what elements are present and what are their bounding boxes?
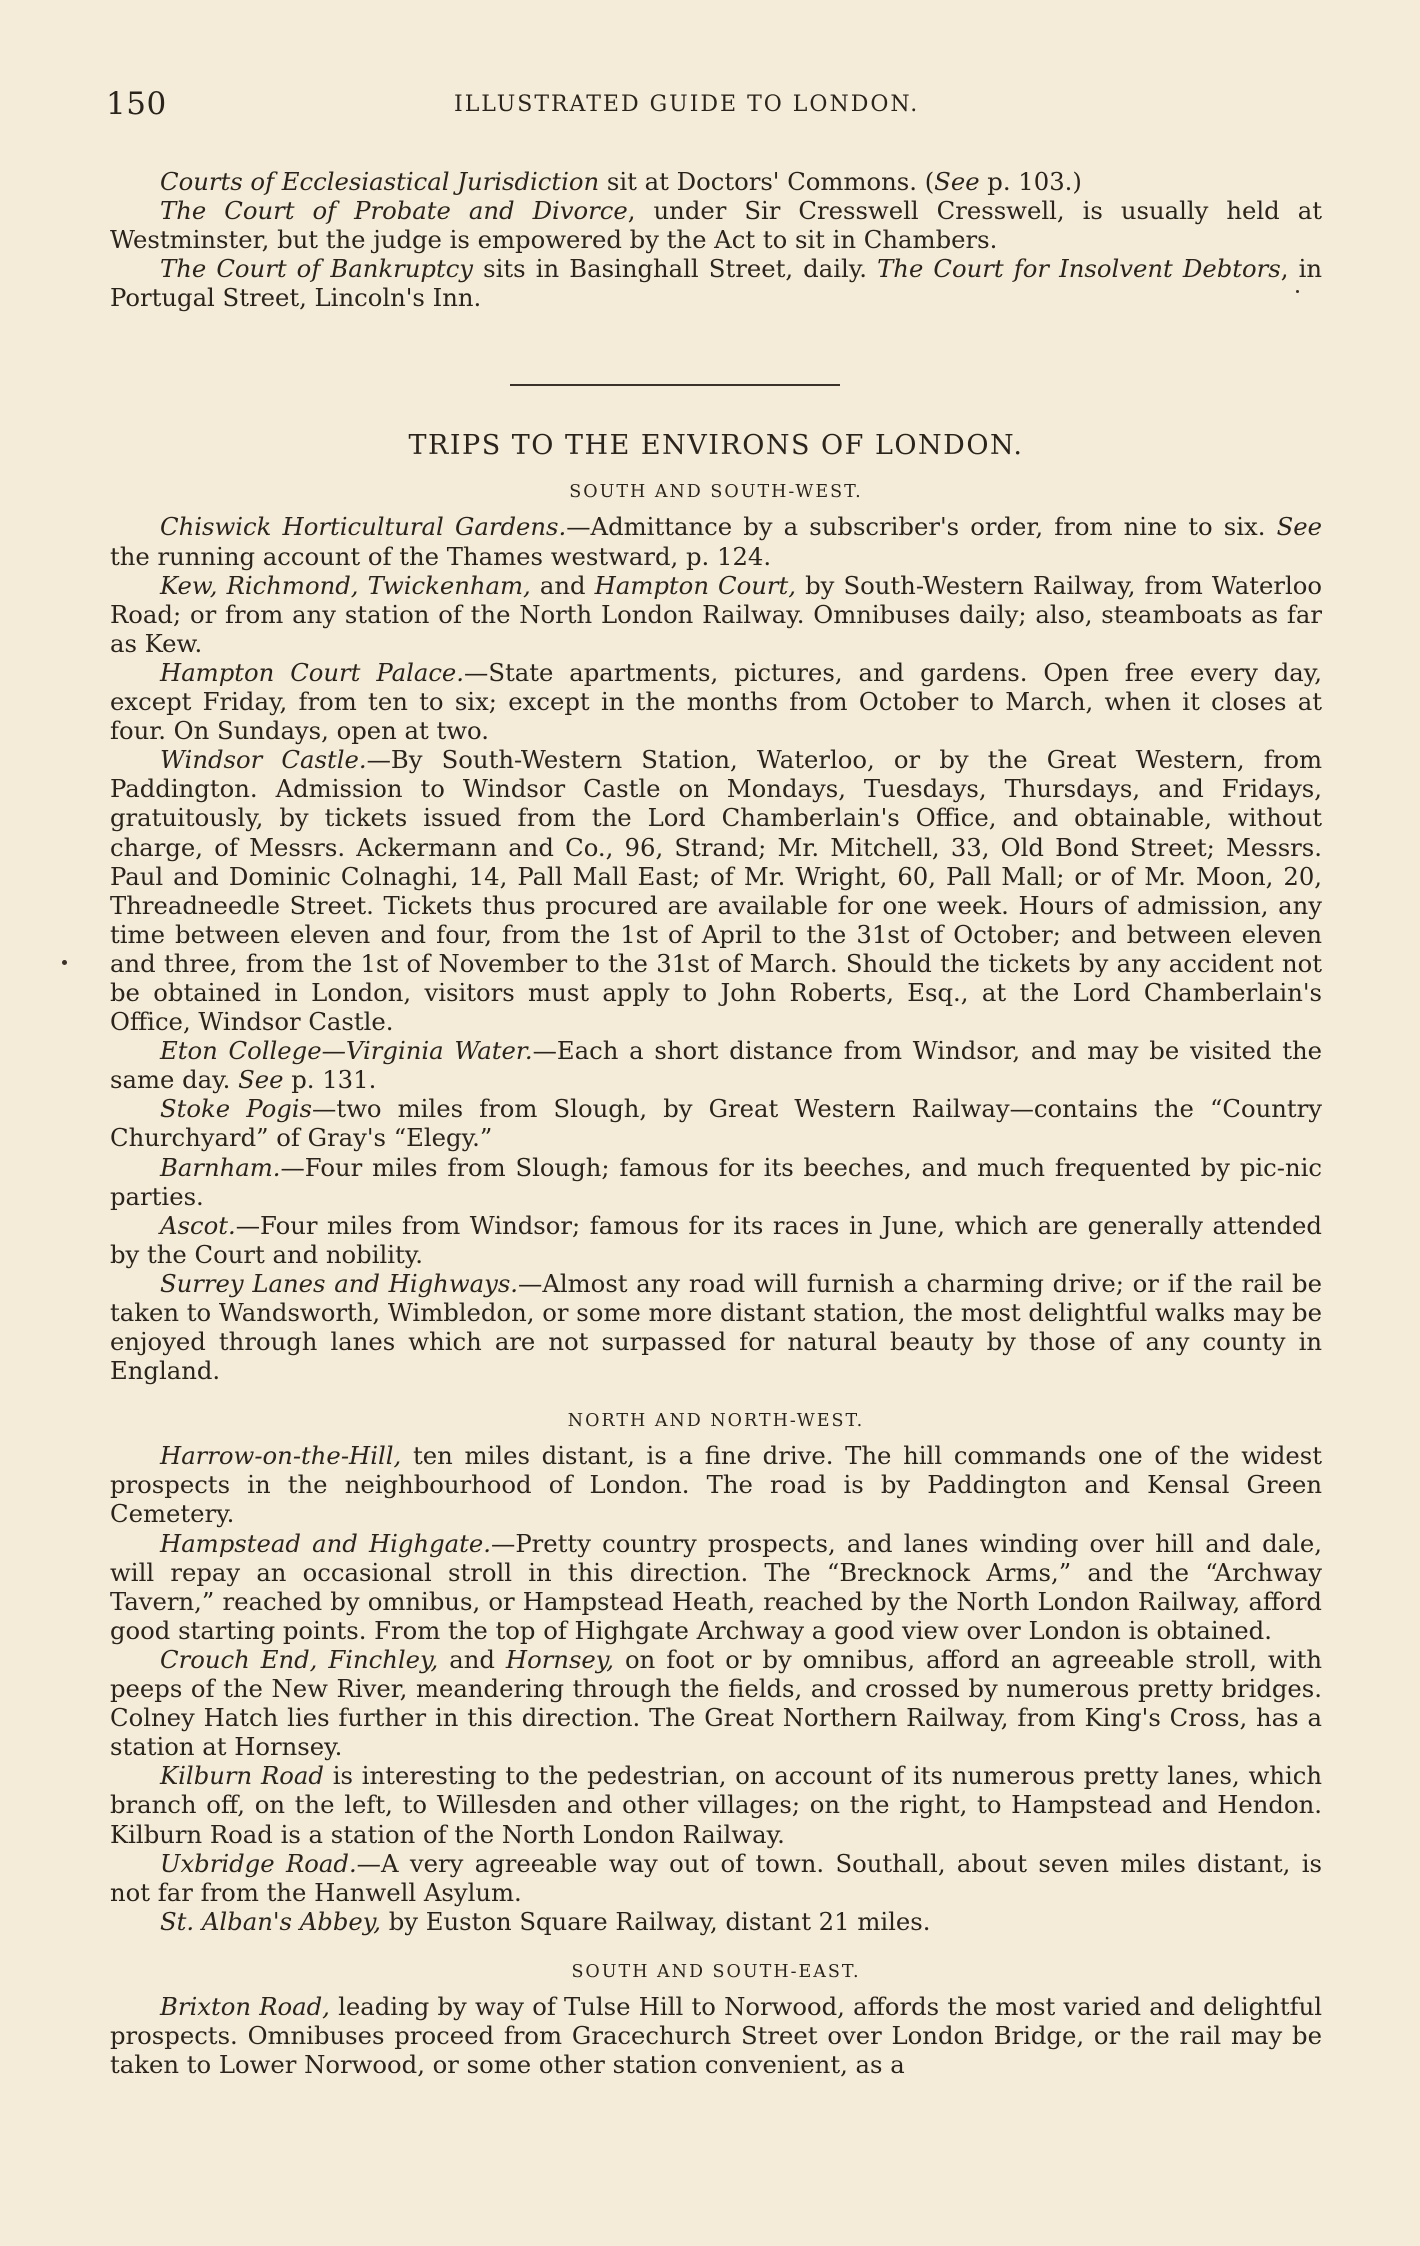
entry-title: The Court of Bankruptcy — [160, 254, 474, 284]
trip-entry — [110, 1907, 1322, 1936]
entry-text: p. 131. — [283, 1065, 377, 1095]
trip-entry — [110, 1761, 1322, 1848]
page-number: 150 — [106, 86, 167, 122]
trip-entry — [110, 1036, 1322, 1094]
trip-entry — [110, 1441, 1322, 1528]
entry-title: Hampstead and Highgate. — [160, 1528, 492, 1558]
entry-text: —Four miles from Slough; famous for its beeches, and much frequented by pic-nic parties. — [110, 1152, 1322, 1211]
page-header — [106, 86, 1324, 126]
entry-title: Surrey Lanes and Highways. — [160, 1268, 519, 1298]
entry-title: Kew, Richmond, Twickenham, — [160, 570, 531, 600]
entry-title: Uxbridge Road. — [160, 1848, 357, 1878]
entry-text: —A very agreeable way out of town. Southall, about seven miles distant, is not far from the Hanwell Asylum. — [110, 1848, 1322, 1907]
sub-heading: SOUTH AND SOUTH-WEST. — [569, 482, 863, 503]
entry-text: —Each a short distance from Windsor, and may be visited the same day. — [110, 1036, 1322, 1095]
entry-text: the running account of the Thames westward, p. 124. — [110, 541, 772, 571]
entry-text: sits in Basinghall Street, daily. — [473, 254, 878, 284]
entry-text: leading by way of Tulse Hill to Norwood, affords the most varied and delightful prospects. Omnibuses proceed from Gracechurch Street over London Bridge, or the rail may be taken to Lower Norwood, or some other station convenient, as a — [110, 1991, 1322, 2080]
trip-entry — [110, 1645, 1322, 1761]
entry-title: Kilburn Road — [160, 1761, 324, 1791]
trip-entry — [110, 745, 1322, 1036]
sub-heading: NORTH AND NORTH-WEST. — [567, 1411, 865, 1432]
trip-entry — [110, 512, 1322, 570]
trip-entry — [110, 1529, 1322, 1645]
entry-text: and — [438, 1644, 506, 1674]
section-divider — [510, 384, 840, 386]
trip-entry — [110, 1153, 1322, 1211]
entry-title: Eton College—Virginia Water. — [160, 1036, 533, 1066]
entry-title: The Court for Insolvent Debtors — [877, 254, 1281, 284]
entry-title: Hornsey, — [505, 1644, 615, 1674]
entry-title: Courts of Ecclesiastical Jurisdiction — [160, 167, 600, 196]
entry-text: sit at Doctors' Commons. ( — [599, 167, 935, 196]
running-title: ILLUSTRATED GUIDE TO LONDON. — [454, 92, 920, 117]
entry-title: Chiswick Horticultural Gardens. — [160, 512, 567, 542]
section-title: TRIPS TO THE ENVIRONS OF LONDON. — [408, 430, 1024, 462]
page-content — [110, 167, 1322, 2079]
entry-title: Hampton Court, — [594, 570, 797, 600]
trip-entry — [110, 1992, 1322, 2079]
entry-text: —Almost any road will furnish a charming drive; or if the rail be taken to Wandsworth, Wimbledon, or some more distant station, the most delightful walks may be enjoyed through lanes which are not surpassed for natural beauty by those of any county in England. — [110, 1268, 1322, 1386]
entry-text: is interesting to the pedestrian, on account of its numerous pretty lanes, which branch off, on the left, to Willesden and other villages; on the right, to Hampstead and Hendon. Kilburn Road is a station of the North London Railway. — [110, 1761, 1322, 1849]
entry-title: The Court of Probate and Divorce — [160, 196, 628, 226]
entry-text: —Pretty country prospects, and lanes winding over hill and dale, will repay an occasional stroll in this direction. The “Brecknock Arms,” and the “Archway Tavern,” reached by omnibus, or Hampstead Heath, reached by the North London Railway, afford good starting points. From the top of Highgate Archway a good view over London is obtained. — [110, 1528, 1322, 1645]
entry-text: , in Portugal Street, Lincoln's Inn. — [110, 254, 1322, 313]
trip-entry — [110, 1211, 1322, 1269]
entry-title: Barnham. — [160, 1152, 281, 1182]
entry-text: p. 103.) — [979, 167, 1082, 196]
entry-text: —By South-Western Station, Waterloo, or by the Great Western, from Paddington. Admission to Windsor Castle on Mondays, Tuesdays, Thursdays, and Fridays, gratuitously, by tickets issued from the Lord Chamberlain's Office, and obtainable, without charge, of Messrs. Ackermann and Co., 96, Strand; Mr. Mitchell, 33, Old Bond Street; Messrs. Paul and Dominic Colnaghi, 14, Pall Mall East; of Mr. Wright, 60, Pall Mall; or of Mr. Moon, 20, Threadneedle Street. Tickets thus procured are available for one week. Hours of admission, any time between eleven and four, from the 1st of April to the 31st of October; and between eleven and three, from the 1st of November to the 31st of March. Should the tickets by any accident not be obtained in London, visitors must apply to John Roberts, Esq., at the Lord Chamberlain's Office, Windsor Castle. — [110, 745, 1322, 1037]
entry-text: —two miles from Slough, by Great Western Railway—contains the “Country Churchyard” of Gray's “Elegy.” — [110, 1094, 1322, 1153]
entry-text: by Euston Square Railway, distant 21 miles. — [381, 1906, 931, 1936]
courts-paragraph — [110, 167, 1322, 196]
entry-title: Harrow-on-the-Hill, — [160, 1441, 402, 1471]
entry-text: on foot or by omnibus, afford an agreeable stroll, with peeps of the New River, meandering through the fields, and crossed by numerous pretty bridges. Colney Hatch lies further in this direction. The Great Northern Railway, from King's Cross, has a station at Hornsey. — [110, 1644, 1322, 1762]
entry-text: —Four miles from Windsor; famous for its races in June, which are generally attended by the Court and nobility. — [110, 1210, 1322, 1269]
entry-text: —State apartments, pictures, and gardens. Open free every day, except Friday, from ten to six; except in the months from October to March, when it closes at four. On Sundays, open at two. — [110, 657, 1322, 746]
trip-entry — [110, 571, 1322, 658]
entry-title: Brixton Road, — [160, 1991, 330, 2021]
trip-entry — [110, 1094, 1322, 1152]
trip-entry — [110, 658, 1322, 745]
courts-paragraph — [110, 254, 1322, 312]
entry-text: —Admittance by a subscriber's order, from nine to six. — [566, 512, 1277, 542]
see-reference: See — [1276, 512, 1323, 542]
entry-title: St. Alban's Abbey, — [160, 1906, 381, 1936]
entry-text: and — [530, 570, 595, 600]
sub-heading: SOUTH AND SOUTH-EAST. — [571, 1961, 861, 1982]
entry-title: Windsor Castle. — [160, 745, 367, 775]
margin-mark — [1296, 290, 1299, 293]
entry-title: Crouch End, Finchley, — [160, 1644, 439, 1674]
courts-paragraph — [110, 196, 1322, 254]
trip-entry — [110, 1849, 1322, 1907]
entry-title: Hampton Court Palace. — [160, 657, 465, 687]
entry-text: by South-Western Railway, from Waterloo Road; or from any station of the North London Railway. Omnibuses daily; also, steamboats as far as Kew. — [110, 570, 1323, 658]
see-reference: See — [238, 1065, 284, 1095]
margin-mark — [62, 960, 67, 965]
see-reference: See — [934, 167, 980, 196]
trip-entry — [110, 1269, 1322, 1385]
entry-title: Ascot. — [160, 1210, 236, 1240]
entry-title: Stoke Pogis — [160, 1094, 313, 1124]
entry-text: ten miles distant, is a fine drive. The hill commands one of the widest prospects in the neighbourhood of London. The road is by Paddington and Kensal Green Cemetery. — [110, 1441, 1322, 1529]
entry-text: , under Sir Cresswell Cresswell, is usually held at Westminster, but the judge is empowered by the Act to sit in Chambers. — [110, 196, 1322, 255]
